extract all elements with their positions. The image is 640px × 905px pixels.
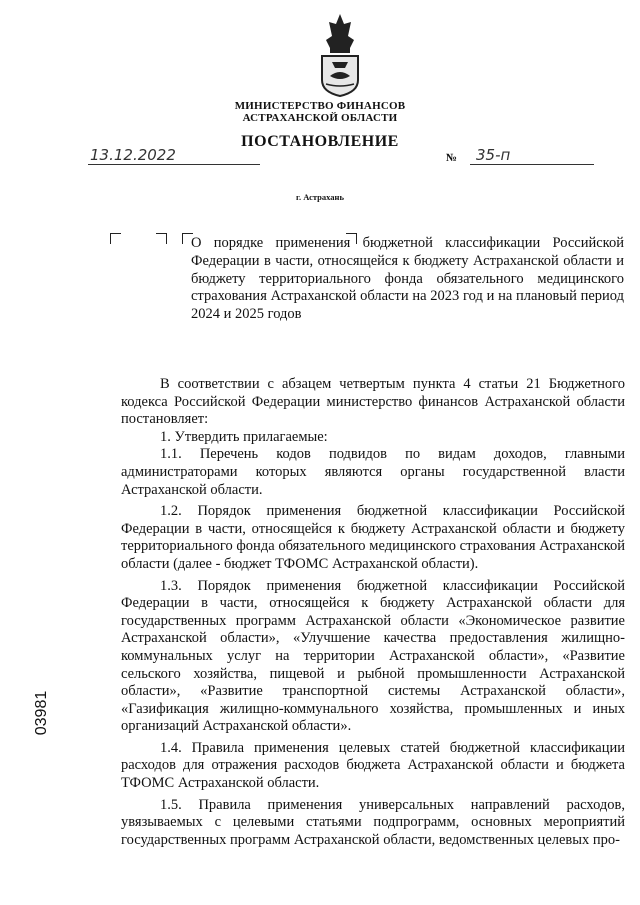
document-body	[121, 376, 625, 853]
clause-paragraph: 1.3. Порядок применения бюджетной классификации Российской Федерации в части, относящейся к бюджету Астраханской области для государственных программ Астраханской области «Экономическое развитие Астраханской области», «Улучшение качества предоставления жилищно-коммунальных услуг на территории Астраханской области», «Развитие сельского хозяйства, пищевой и рыбной промышленности Астраханской области», «Развитие транспортной системы Астраханской области», «Газификация жилищно-коммунального хозяйства, промышленных и иных организаций Астраханской области».	[121, 577, 625, 735]
ministry-name-line2: АСТРАХАНСКОЙ ОБЛАСТИ	[242, 112, 398, 124]
ministry-name-line1: МИНИСТЕРСТВО ФИНАНСОВ	[234, 100, 406, 112]
clause-paragraph: 1.1. Перечень кодов подвидов по видам доходов, главными администраторами которых являются органы государственной власти Астраханской области.	[121, 446, 625, 498]
document-date: 13.12.2022	[88, 146, 260, 165]
city: г. Астрахань	[296, 192, 344, 202]
margin-corner-mark	[156, 233, 167, 244]
registration-stamp	[30, 668, 54, 758]
preamble-paragraph: В соответствии с абзацем четвертым пункта 4 статьи 21 Бюджетного кодекса Российской Федерации министерство финансов Астраханской области постановляет:	[121, 376, 625, 428]
clause-paragraph: 1. Утвердить прилагаемые:	[160, 428, 328, 445]
clause-paragraph: 1.5. Правила применения универсальных направлений расходов, увязываемых с целевыми статьями подпрограмм, основных мероприятий государственных программ Астраханской области, ведомственных целевых про-	[121, 796, 625, 848]
clause-paragraph: 1.2. Порядок применения бюджетной классификации Российской Федерации в части, относящейся к бюджету Астраханской области и бюджету территориального фонда обязательного медицинского страхования Астраханской области (далее - бюджет ТФОМС Астраханской области).	[121, 503, 625, 572]
coat-of-arms-icon	[318, 12, 362, 98]
number-label: №	[446, 152, 458, 164]
document-number: 35-п	[470, 146, 594, 165]
clause-paragraph: 1.4. Правила применения целевых статей бюджетной классификации расходов для отражения расходов бюджета Астраханской области и бюджета ТФОМС Астраханской области.	[121, 739, 625, 792]
margin-corner-mark	[110, 233, 121, 244]
registration-stamp-number: 03981	[33, 690, 50, 736]
document-subject: О порядке применения бюджетной классификации Российской Федерации в части, относящейся к бюджету Астраханской области и бюджету территориального фонда обязательного медицинского страхования Астраханской области на 2023 год и на плановый период 2024 и 2025 годов	[191, 235, 624, 323]
document-type: ПОСТАНОВЛЕНИЕ	[241, 133, 399, 150]
ministry-name	[0, 100, 640, 124]
